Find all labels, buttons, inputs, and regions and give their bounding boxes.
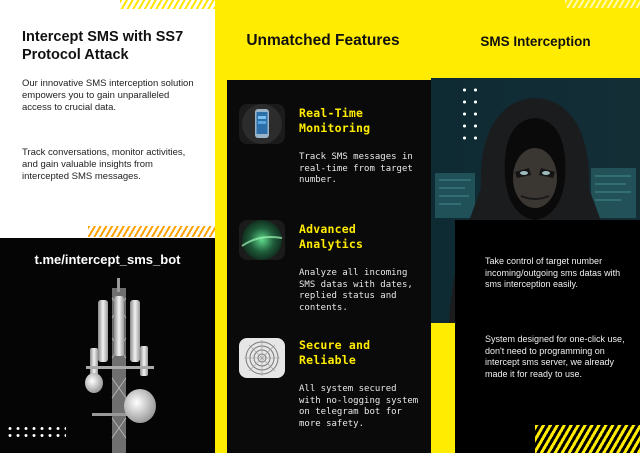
left-panel [0, 0, 215, 453]
left-paragraph-2: Track conversations, monitor activities, and gain valuable insights from intercepted SMS messages. [22, 147, 186, 182]
telegram-link[interactable]: t.me/intercept_sms_bot [34, 252, 181, 267]
middle-header [215, 0, 431, 80]
middle-panel [215, 0, 431, 453]
cell-tower-image [60, 278, 180, 453]
feature-title-1: Real-Time Monitoring [299, 106, 371, 135]
left-title: Intercept SMS with SS7 Protocol Attack [22, 29, 184, 63]
left-paragraph-1: Our innovative SMS interception solution empowers you to gain unparalleled access to crucial data. [22, 78, 194, 113]
right-paragraph-1: Take control of target number incoming/outgoing sms datas with sms interception easily. [485, 256, 621, 289]
feature-desc-3: All system secured with no-logging system on telegram bot for more safety. [299, 384, 419, 429]
decorative-stripes [565, 0, 640, 8]
accent-strip [215, 80, 227, 453]
decorative-dots [6, 425, 66, 439]
fingerprint-icon [239, 338, 285, 378]
right-title: SMS Interception [480, 34, 591, 49]
decorative-stripes [535, 425, 640, 453]
right-text-box [455, 220, 640, 453]
smartphone-icon [239, 104, 285, 144]
left-image-section [0, 238, 215, 453]
right-paragraph-2: System designed for one-click use, don't need to programming on intercept sms server, we already made it for ready to use. [485, 334, 625, 379]
right-panel [431, 0, 640, 453]
decorative-dots [459, 84, 481, 146]
feature-title-2: Advanced Analytics [299, 222, 364, 251]
feature-title-3: Secure and Reliable [299, 338, 371, 367]
aurora-icon [239, 220, 285, 260]
feature-desc-2: Analyze all incoming SMS datas with dates, replied status and contents. [299, 268, 413, 313]
middle-title: Unmatched Features [246, 32, 400, 49]
decorative-stripes [88, 226, 215, 237]
decorative-stripes [120, 0, 215, 9]
feature-desc-1: Track SMS messages in real-time from target number. [299, 152, 413, 185]
